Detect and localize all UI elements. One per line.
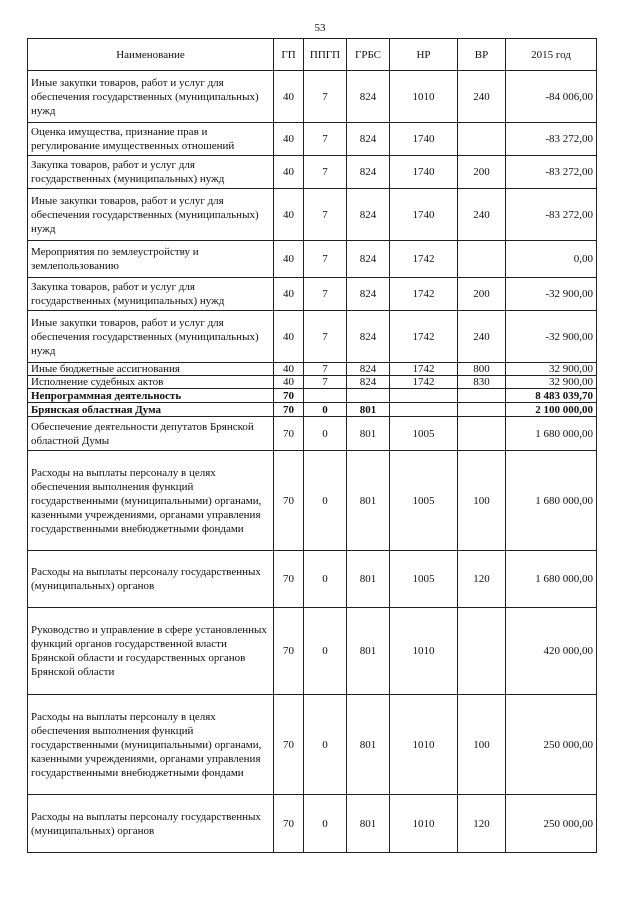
cell-gp: 70 [274,451,304,551]
cell-gp: 70 [274,695,304,795]
cell-vr: 800 [458,363,506,376]
table-row [28,389,597,403]
table-row [28,795,597,853]
table-row [28,363,597,376]
cell-ppgp: 7 [304,71,347,123]
budget-table [27,38,597,853]
header-gp: ГП [274,39,304,71]
cell-name: Иные закупки товаров, работ и услуг для обеспечения государственных (муниципальных) нужд [28,311,274,363]
cell-np: 1005 [390,417,458,451]
cell-ppgp: 7 [304,123,347,156]
cell-gp: 40 [274,241,304,278]
cell-ppgp: 7 [304,311,347,363]
cell-ppgp: 7 [304,278,347,311]
cell-ppgp: 7 [304,241,347,278]
table-row [28,311,597,363]
cell-vr: 200 [458,278,506,311]
cell-grbs [347,389,390,403]
cell-name: Непрограммная деятельность [28,389,274,403]
cell-np: 1742 [390,278,458,311]
cell-name: Брянская областная Дума [28,403,274,417]
cell-amount: -83 272,00 [506,189,597,241]
cell-amount: 2 100 000,00 [506,403,597,417]
cell-name: Расходы на выплаты персоналу в целях обеспечения выполнения функций государственными (муниципальными) органами, казенными учреждениями, органами управления государственными внебюджетными фондами [28,451,274,551]
cell-gp: 40 [274,71,304,123]
cell-ppgp: 0 [304,451,347,551]
table-row [28,551,597,608]
table-header-row [28,39,597,71]
cell-np: 1742 [390,241,458,278]
cell-gp: 70 [274,389,304,403]
cell-ppgp: 0 [304,551,347,608]
cell-gp: 70 [274,795,304,853]
cell-grbs: 801 [347,551,390,608]
table-row [28,123,597,156]
cell-vr [458,241,506,278]
cell-amount: 1 680 000,00 [506,551,597,608]
page-number: 53 [314,22,326,34]
cell-grbs: 824 [347,278,390,311]
cell-vr: 240 [458,189,506,241]
header-np: НР [390,39,458,71]
cell-grbs: 801 [347,695,390,795]
cell-name: Иные закупки товаров, работ и услуг для обеспечения государственных (муниципальных) нужд [28,189,274,241]
cell-ppgp: 0 [304,795,347,853]
cell-name: Мероприятия по землеустройству и землепользованию [28,241,274,278]
cell-grbs: 824 [347,123,390,156]
cell-ppgp: 0 [304,695,347,795]
table-row [28,417,597,451]
header-year: 2015 год [506,39,597,71]
cell-gp: 70 [274,608,304,695]
cell-amount: 1 680 000,00 [506,451,597,551]
cell-grbs: 801 [347,451,390,551]
cell-grbs: 801 [347,795,390,853]
table-row [28,156,597,189]
cell-amount: -84 006,00 [506,71,597,123]
cell-np: 1742 [390,311,458,363]
cell-vr [458,403,506,417]
table-row [28,695,597,795]
cell-grbs: 824 [347,363,390,376]
cell-name: Иные бюджетные ассигнования [28,363,274,376]
cell-name: Исполнение судебных актов [28,376,274,389]
cell-np: 1742 [390,376,458,389]
cell-amount: 250 000,00 [506,695,597,795]
cell-gp: 40 [274,376,304,389]
cell-name: Иные закупки товаров, работ и услуг для обеспечения государственных (муниципальных) нужд [28,71,274,123]
cell-vr: 240 [458,71,506,123]
cell-name: Руководство и управление в сфере установленных функций органов государственной власти Брянской области и государственных органов Брянской области [28,608,274,695]
cell-amount: 1 680 000,00 [506,417,597,451]
cell-np [390,389,458,403]
cell-vr [458,417,506,451]
cell-amount: -83 272,00 [506,123,597,156]
cell-amount: 0,00 [506,241,597,278]
cell-np: 1005 [390,451,458,551]
cell-name: Расходы на выплаты персоналу государственных (муниципальных) органов [28,795,274,853]
cell-name: Закупка товаров, работ и услуг для государственных (муниципальных) нужд [28,156,274,189]
table-row [28,403,597,417]
cell-vr: 100 [458,695,506,795]
table-row [28,451,597,551]
cell-amount: -32 900,00 [506,311,597,363]
cell-name: Расходы на выплаты персоналу государственных (муниципальных) органов [28,551,274,608]
cell-name: Обеспечение деятельности депутатов Брянской областной Думы [28,417,274,451]
cell-amount: 8 483 039,70 [506,389,597,403]
cell-grbs: 824 [347,71,390,123]
cell-gp: 40 [274,123,304,156]
cell-np: 1740 [390,123,458,156]
cell-vr: 100 [458,451,506,551]
header-ppgp: ППГП [304,39,347,71]
header-grbs: ГРБС [347,39,390,71]
cell-grbs: 801 [347,417,390,451]
cell-ppgp: 0 [304,403,347,417]
cell-gp: 40 [274,363,304,376]
cell-amount: 250 000,00 [506,795,597,853]
cell-ppgp: 0 [304,417,347,451]
cell-vr: 120 [458,795,506,853]
cell-name: Закупка товаров, работ и услуг для государственных (муниципальных) нужд [28,278,274,311]
table-row [28,71,597,123]
cell-np: 1010 [390,71,458,123]
cell-np [390,403,458,417]
table-row [28,189,597,241]
cell-ppgp: 7 [304,156,347,189]
cell-amount: -83 272,00 [506,156,597,189]
cell-np: 1742 [390,363,458,376]
cell-vr: 200 [458,156,506,189]
cell-np: 1010 [390,608,458,695]
cell-np: 1740 [390,156,458,189]
cell-ppgp: 7 [304,376,347,389]
cell-vr: 240 [458,311,506,363]
header-vr: ВР [458,39,506,71]
cell-ppgp [304,389,347,403]
cell-amount: 32 900,00 [506,376,597,389]
cell-grbs: 801 [347,608,390,695]
cell-grbs: 824 [347,156,390,189]
table-row [28,608,597,695]
cell-name: Расходы на выплаты персоналу в целях обеспечения выполнения функций государственными (муниципальными) органами, казенными учреждениями, органами управления государственными внебюджетными фондами [28,695,274,795]
cell-grbs: 824 [347,241,390,278]
cell-np: 1010 [390,695,458,795]
cell-ppgp: 7 [304,189,347,241]
cell-gp: 70 [274,551,304,608]
cell-gp: 40 [274,278,304,311]
cell-grbs: 824 [347,311,390,363]
cell-vr [458,389,506,403]
cell-name: Оценка имущества, признание прав и регулирование имущественных отношений [28,123,274,156]
cell-np: 1005 [390,551,458,608]
cell-grbs: 801 [347,403,390,417]
cell-gp: 40 [274,156,304,189]
cell-vr: 120 [458,551,506,608]
cell-np: 1010 [390,795,458,853]
cell-ppgp: 7 [304,363,347,376]
cell-vr [458,123,506,156]
cell-ppgp: 0 [304,608,347,695]
cell-vr [458,608,506,695]
cell-gp: 70 [274,403,304,417]
cell-amount: 420 000,00 [506,608,597,695]
cell-amount: -32 900,00 [506,278,597,311]
cell-grbs: 824 [347,189,390,241]
cell-gp: 40 [274,189,304,241]
table-row [28,376,597,389]
cell-amount: 32 900,00 [506,363,597,376]
cell-grbs: 824 [347,376,390,389]
cell-np: 1740 [390,189,458,241]
cell-gp: 70 [274,417,304,451]
cell-vr: 830 [458,376,506,389]
table-row [28,278,597,311]
table-row [28,241,597,278]
cell-gp: 40 [274,311,304,363]
header-name: Наименование [28,39,274,71]
